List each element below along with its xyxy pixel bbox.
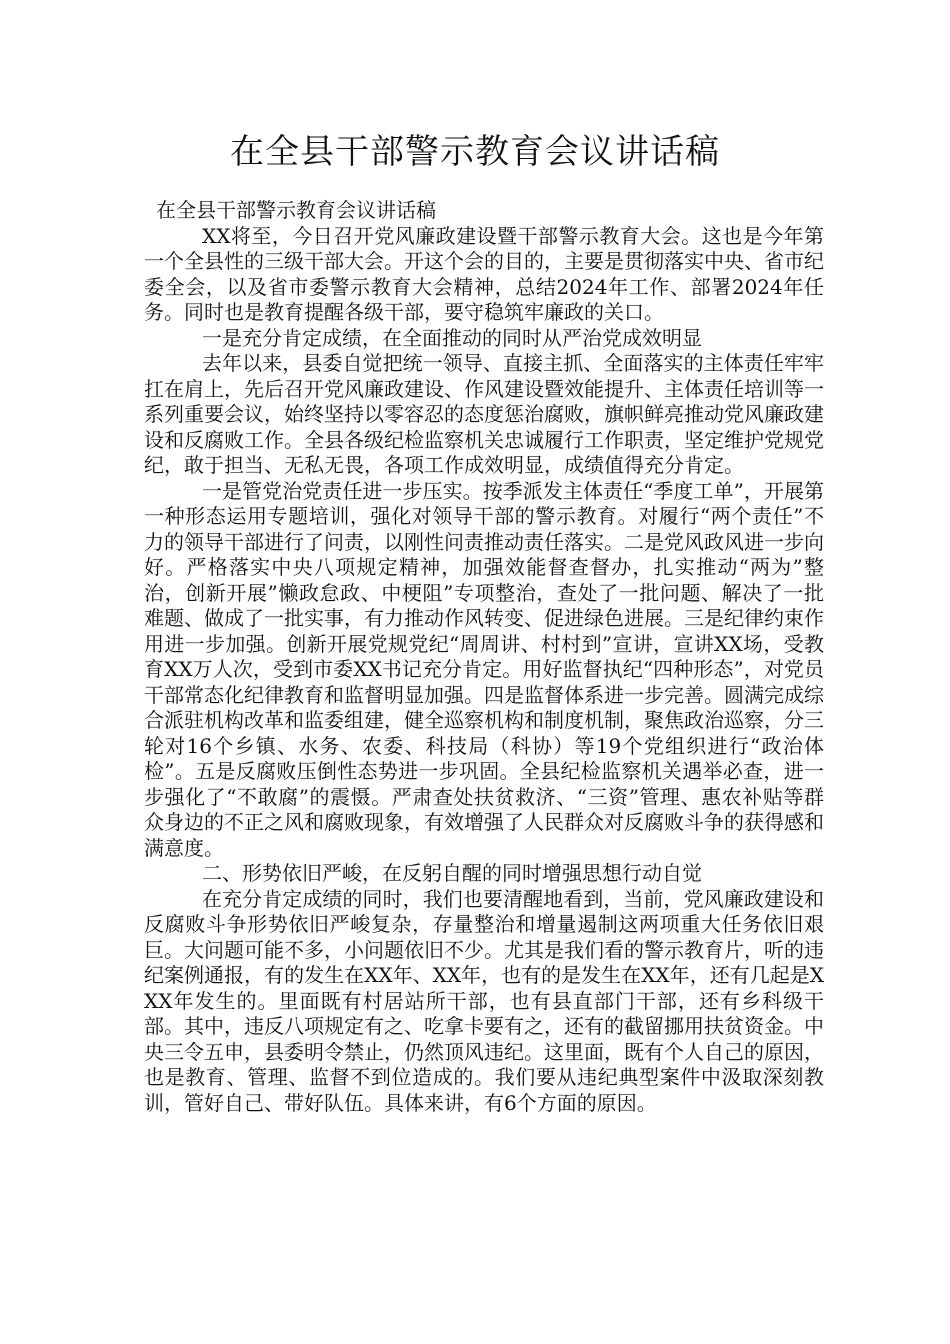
paragraph-achievements-detail: 一是管党治党责任进一步压实。按季派发主体责任“季度工单”，开展第一种形态运用专题培训，强化对领导干部的警示教育。对履行“两个责任”不力的领导干部进行了问责，以刚性问责推动责任落实。二是党风政风进一步向好。严格落实中央八项规定精神，加强效能督查督办，扎实推动“两为”整治，创新开展”懒政怠政、中梗阻”专项整治，查处了一批问题、解决了一批难题、做成了一批实事，有力推动作风转变、促进绿色进展。三是纪律约束作用进一步加强。创新开展党规党纪“周周讲、村村到”宣讲，宣讲XX场，受教育XX万人次，受到市委XX书记充分肯定。用好监督执纪“四种形态”，对党员干部常态化纪律教育和监督明显加强。四是监督体系进一步完善。圆满完成综合派驻机构改革和监委组建，健全巡察机构和制度机制，聚焦政治巡察，分三轮对16个乡镇、水务、农委、科技局（科协）等19个党组织进行“政治体检”。五是反腐败压倒性态势进一步巩固。全县纪检监察机关遇举必查，进一步强化了“不敢腐”的震慑。严肃查处扶贫救济、“三资”管理、惠农补贴等群众身边的不正之风和腐败现象，有效增强了人民群众对反腐败斗争的获得感和满意度。 [144, 478, 824, 860]
document-body [144, 198, 824, 1116]
paragraph-achievements-summary: 去年以来，县委自觉把统一领导、直接主抓、全面落实的主体责任牢牢扛在肩上，先后召开党风廉政建设、作风建设暨效能提升、主体责任培训等一系列重要会议，始终坚持以零容忍的态度惩治腐败，旗帜鲜亮推动党风廉政建设和反腐败工作。全县各级纪检监察机关忠诚履行工作职责，坚定维护党规党纪，敢于担当、无私无畏，各项工作成效明显，成绩值得充分肯定。 [144, 351, 824, 477]
paragraph-opening: XX将至，今日召开党风廉政建设暨干部警示教育大会。这也是今年第一个全县性的三级干部大会。开这个会的目的，主要是贯彻落实中央、省市纪委全会，以及省市委警示教育大会精神，总结2024年工作、部署2024年任务。同时也是教育提醒各级干部，要守稳筑牢廉政的关口。 [144, 223, 824, 324]
document-title: 在全县干部警示教育会议讲话稿 [230, 132, 720, 172]
document-subtitle: 在全县干部警示教育会议讲话稿 [156, 198, 436, 222]
section-heading-1: 一是充分肯定成绩，在全面推动的同时从严治党成效明显 [202, 325, 702, 350]
section-heading-2: 二、形势依旧严峻，在反躬自醒的同时增强思想行动自觉 [202, 861, 702, 885]
paragraph-situation: 在充分肯定成绩的同时，我们也要清醒地看到，当前，党风廉政建设和反腐败斗争形势依旧严峻复杂，存量整治和增量遏制这两项重大任务依旧艰巨。大问题可能不多，小问题依旧不少。尤其是我们看的警示教育片，听的违纪案例通报，有的发生在XX年、XX年，也有的是发生在XX年，还有几起是XXX年发生的。里面既有村居站所干部，也有县直部门干部，还有乡科级干部。其中，违反八项规定有之、吃拿卡要有之，还有的截留挪用扶贫资金。中央三令五申，县委明令禁止，仍然顶风违纪。这里面，既有个人自己的原因，也是教育、管理、监督不到位造成的。我们要从违纪典型案件中汲取深刻教训，管好自己、带好队伍。具体来讲，有6个方面的原因。 [144, 886, 824, 1115]
